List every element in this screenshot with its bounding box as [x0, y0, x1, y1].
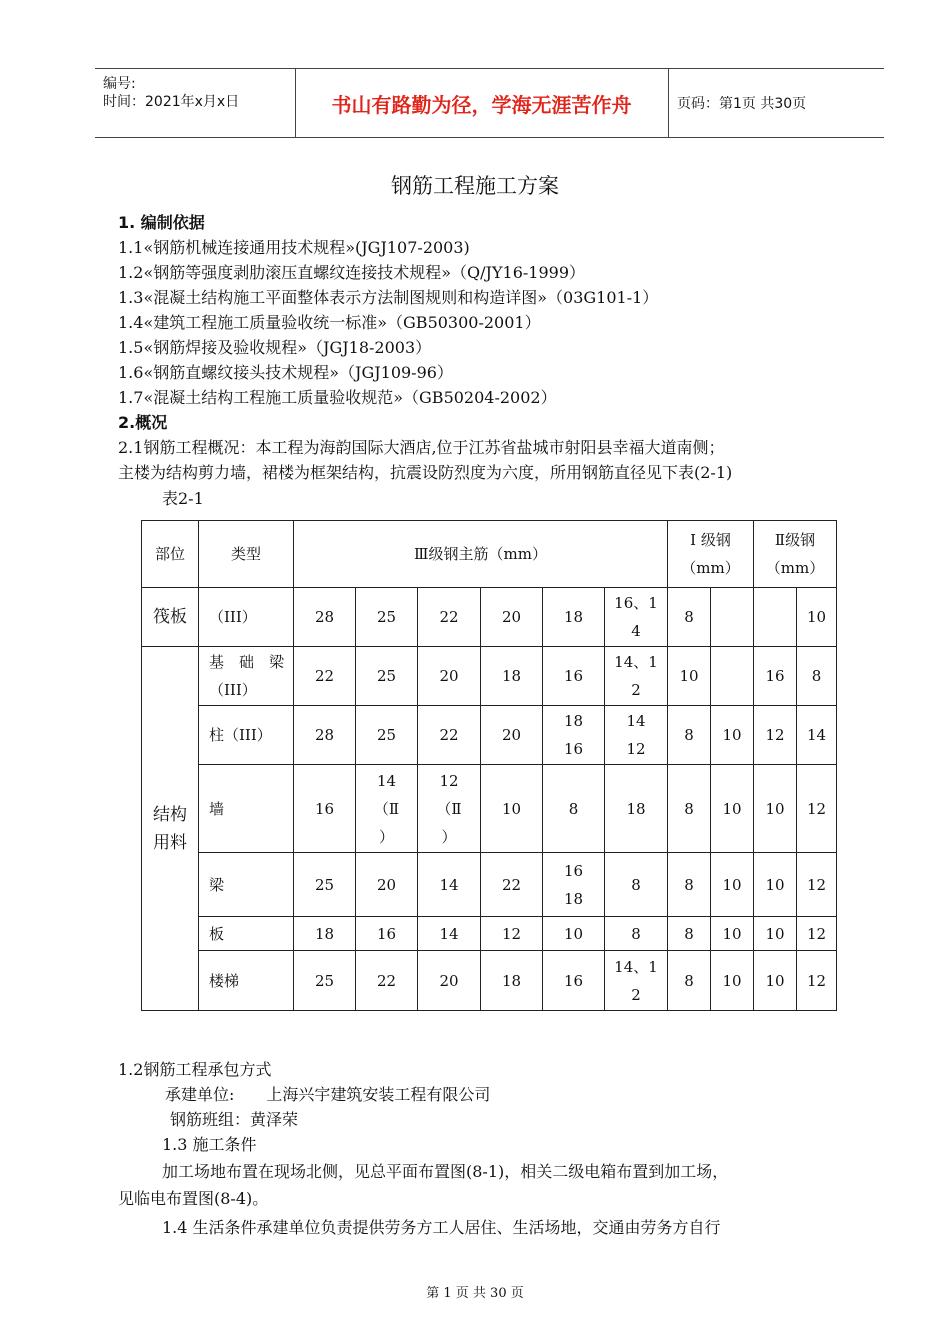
section-heading: 1.3 施工条件	[162, 1135, 257, 1154]
cell: 20	[481, 588, 543, 647]
cell: 25	[356, 647, 418, 706]
reference-item: 1.2«钢筋等强度剥肋滚压直螺纹连接技术规程»（Q/JY16-1999）	[118, 263, 585, 282]
header-part: 部位	[142, 521, 199, 588]
header-grade1: Ⅰ 级钢 （mm）	[668, 521, 754, 588]
cell: 25	[356, 706, 418, 765]
cell: 18	[605, 765, 668, 853]
header-slogan: 书山有路勤为径，学海无涯苦作舟	[295, 69, 669, 137]
cell: 12	[754, 706, 797, 765]
table-row	[142, 765, 837, 853]
living-conditions-paragraph: 1.4 生活条件承建单位负责提供劳务方工人居住、生活场地，交通由劳务方自行	[162, 1218, 721, 1237]
cell: 10	[711, 853, 754, 917]
cell	[754, 588, 797, 647]
cell: 10	[754, 917, 797, 951]
cell-type: 板	[199, 917, 294, 951]
doc-code-label: 编号:	[103, 76, 136, 92]
cell: 8	[543, 765, 605, 853]
cell: 18 16	[543, 706, 605, 765]
cell: 16	[543, 647, 605, 706]
cell: 25	[294, 853, 356, 917]
cell: 8	[605, 853, 668, 917]
cell: 14	[418, 853, 481, 917]
cell: 14	[797, 706, 837, 765]
cell: 16	[754, 647, 797, 706]
cell-type: 基 础 梁 （III）	[199, 647, 294, 706]
cell: 10	[668, 647, 711, 706]
cell-type: （III）	[199, 588, 294, 647]
reference-item: 1.3«混凝土结构施工平面整体表示方法制图规则和构造详图»（03G101-1）	[118, 288, 659, 307]
section-heading: 2.概况	[118, 413, 168, 432]
cell: 14 12	[605, 706, 668, 765]
cell: 18	[294, 917, 356, 951]
cell: 10	[754, 853, 797, 917]
cell: 20	[418, 951, 481, 1011]
table-caption: 表2-1	[162, 489, 204, 508]
table-row	[142, 706, 837, 765]
cell: 18	[481, 647, 543, 706]
table-row	[142, 647, 837, 706]
cell: 8	[668, 951, 711, 1011]
team-line: 钢筋班组：黄泽荣	[170, 1110, 299, 1129]
cell: 18	[481, 951, 543, 1011]
cell: 22	[481, 853, 543, 917]
cell: 14、1 2	[605, 951, 668, 1011]
cell: 14	[418, 917, 481, 951]
cell: 12	[797, 951, 837, 1011]
page-footer: 第 1 页 共 30 页	[426, 1286, 524, 1301]
reference-item: 1.4«建筑工程施工质量验收统一标准»（GB50300-2001）	[118, 313, 541, 332]
cell: 16 18	[543, 853, 605, 917]
rebar-diameter-table	[141, 520, 837, 1011]
conditions-paragraph: 加工场地布置在现场北侧，见总平面布置图(8-1)，相关二级电箱布置到加工场，	[162, 1162, 729, 1181]
cell: 8	[797, 647, 837, 706]
header-meta	[95, 69, 296, 137]
cell: 25	[356, 588, 418, 647]
reference-item: 1.6«钢筋直螺纹接头技术规程»（JGJ109-96）	[118, 363, 453, 382]
cell: 10	[481, 765, 543, 853]
cell: 22	[294, 647, 356, 706]
cell: 10	[754, 951, 797, 1011]
contractor-line: 承建单位: 上海兴宇建筑安装工程有限公司	[165, 1085, 491, 1104]
section-heading: 1. 编制依据	[118, 213, 205, 232]
cell: 20	[356, 853, 418, 917]
cell	[711, 647, 754, 706]
cell: 8	[668, 588, 711, 647]
cell: 22	[418, 588, 481, 647]
reference-item: 1.1«钢筋机械连接通用技术规程»(JGJ107-2003)	[118, 238, 470, 257]
cell: 14、1 2	[605, 647, 668, 706]
reference-item: 1.7«混凝土结构工程施工质量验收规范»（GB50204-2002）	[118, 388, 557, 407]
table-row	[142, 917, 837, 951]
cell: 16、1 4	[605, 588, 668, 647]
cell-type: 楼梯	[199, 951, 294, 1011]
conditions-paragraph: 见临电布置图(8-4)。	[118, 1189, 269, 1208]
cell: 8	[605, 917, 668, 951]
cell: 22	[418, 706, 481, 765]
page-header	[95, 68, 884, 138]
cell: 12	[797, 765, 837, 853]
cell	[711, 588, 754, 647]
cell: 16	[543, 951, 605, 1011]
cell: 10	[711, 951, 754, 1011]
cell: 10	[797, 588, 837, 647]
cell: 8	[668, 706, 711, 765]
cell: 20	[418, 647, 481, 706]
cell: 18	[543, 588, 605, 647]
reference-item: 1.5«钢筋焊接及验收规程»（JGJ18-2003）	[118, 338, 432, 357]
cell-part-structure: 结构 用料	[142, 647, 199, 1011]
cell: 25	[294, 951, 356, 1011]
section-heading: 1.2钢筋工程承包方式	[118, 1060, 272, 1079]
cell: 10	[711, 917, 754, 951]
cell: 16	[356, 917, 418, 951]
header-grade3-main: Ⅲ级钢主筋（mm）	[294, 521, 668, 588]
cell: 8	[668, 853, 711, 917]
cell: 28	[294, 588, 356, 647]
cell: 8	[668, 917, 711, 951]
table-row	[142, 853, 837, 917]
cell-part: 筏板	[142, 588, 199, 647]
table-row	[142, 588, 837, 647]
cell: 10	[711, 765, 754, 853]
cell: 28	[294, 706, 356, 765]
cell: 12 （Ⅱ ）	[418, 765, 481, 853]
document-title: 钢筋工程施工方案	[391, 174, 559, 198]
cell: 22	[356, 951, 418, 1011]
header-grade2: Ⅱ级钢 （mm）	[754, 521, 837, 588]
cell: 16	[294, 765, 356, 853]
cell: 10	[754, 765, 797, 853]
cell-type: 柱（III）	[199, 706, 294, 765]
cell-type: 梁	[199, 853, 294, 917]
table-row	[142, 951, 837, 1011]
overview-paragraph: 2.1钢筋工程概况：本工程为海韵国际大酒店,位于江苏省盐城市射阳县幸福大道南侧；	[118, 438, 725, 457]
cell: 8	[668, 765, 711, 853]
cell: 12	[481, 917, 543, 951]
cell: 10	[711, 706, 754, 765]
cell: 12	[797, 917, 837, 951]
cell: 12	[797, 853, 837, 917]
table-header-row	[142, 521, 837, 588]
doc-time-label: 时间：2021年x月x日	[103, 94, 240, 110]
header-page-number: 页码：第1页 共30页	[677, 96, 807, 112]
header-type: 类型	[199, 521, 294, 588]
overview-paragraph: 主楼为结构剪力墙，裙楼为框架结构，抗震设防烈度为六度，所用钢筋直径见下表(2-1)	[118, 463, 733, 482]
cell: 14 （Ⅱ ）	[356, 765, 418, 853]
cell-type: 墙	[199, 765, 294, 853]
cell: 20	[481, 706, 543, 765]
cell: 10	[543, 917, 605, 951]
